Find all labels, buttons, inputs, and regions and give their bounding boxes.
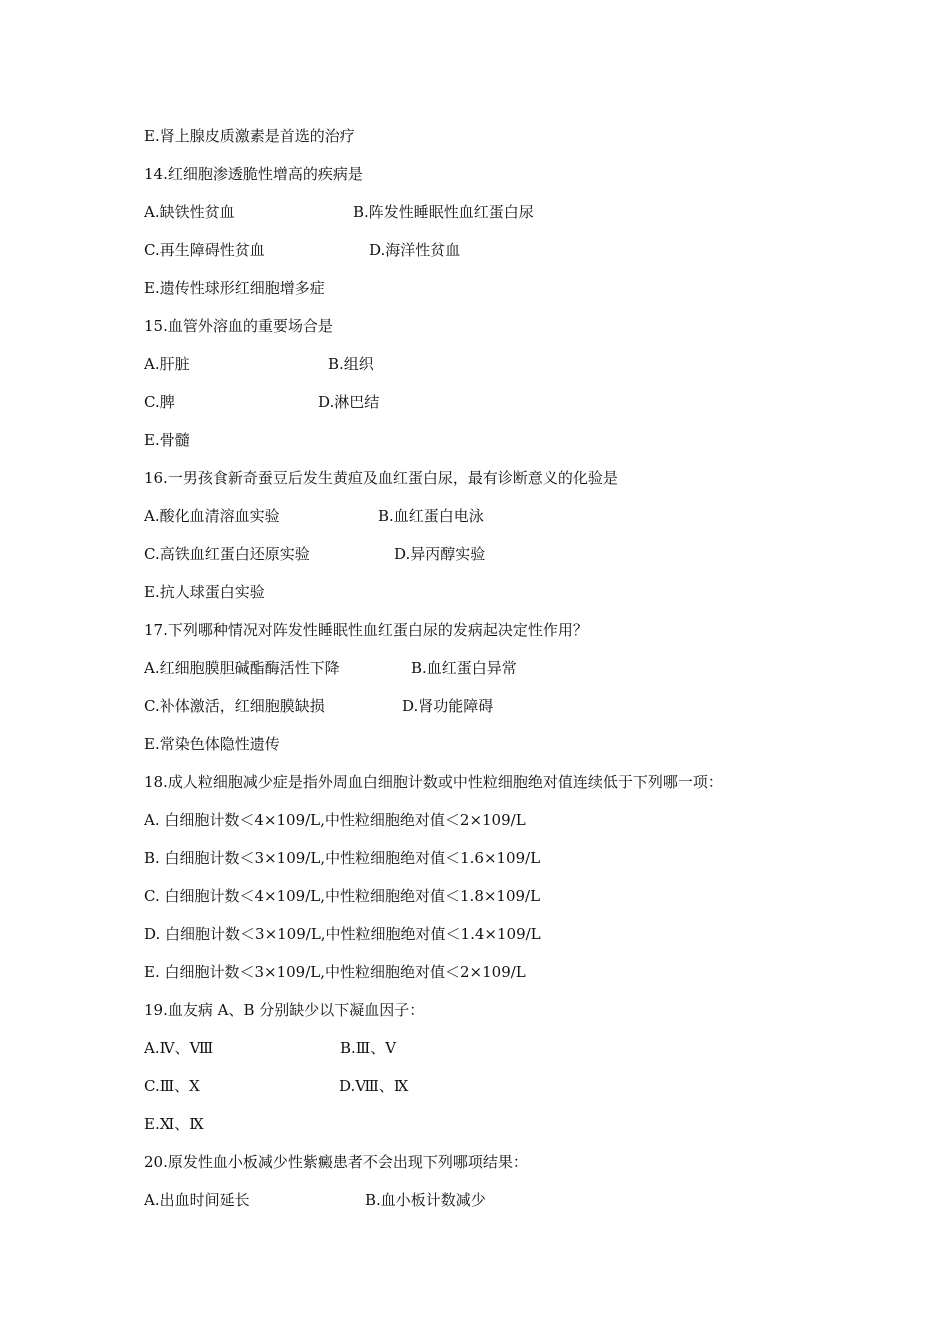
question-15-stem: 15.血管外溶血的重要场合是	[144, 317, 333, 335]
question-17-options-ab	[144, 656, 844, 680]
q20-option-b: B.血小板计数减少	[365, 1191, 486, 1209]
q18-option-b: B. 白细胞计数＜3×109/L,中性粒细胞绝对值＜1.6×109/L	[144, 849, 541, 867]
q16-option-a: A.酸化血清溶血实验	[144, 507, 280, 525]
q17-option-c: C.补体激活，红细胞膜缺损	[144, 697, 325, 715]
q15-option-a: A.肝脏	[144, 355, 190, 373]
q20-option-a: A.出血时间延长	[144, 1191, 250, 1209]
q14-option-a: A.缺铁性贫血	[144, 203, 235, 221]
question-15-options-ab	[144, 352, 844, 376]
question-17-options-cd	[144, 694, 844, 718]
q18-option-e: E. 白细胞计数＜3×109/L,中性粒细胞绝对值＜2×109/L	[144, 963, 526, 981]
q17-option-e: E.常染色体隐性遗传	[144, 735, 280, 753]
question-19-stem: 19.血友病 A、B 分别缺少以下凝血因子：	[144, 1001, 425, 1019]
question-17-stem: 17.下列哪种情况对阵发性睡眠性血红蛋白尿的发病起决定性作用？	[144, 621, 588, 639]
q19-option-d: D.Ⅷ、Ⅸ	[339, 1077, 409, 1095]
q16-option-e: E.抗人球蛋白实验	[144, 583, 265, 601]
question-14-stem: 14.红细胞渗透脆性增高的疾病是	[144, 165, 363, 183]
q13-option-e: E.肾上腺皮质激素是首选的治疗	[144, 127, 355, 145]
q19-option-e: E.Ⅺ、Ⅸ	[144, 1115, 204, 1133]
q18-option-a: A. 白细胞计数＜4×109/L,中性粒细胞绝对值＜2×109/L	[144, 811, 526, 829]
question-16-options-cd	[144, 542, 844, 566]
question-19-options-cd	[144, 1074, 844, 1098]
q15-option-b: B.组织	[328, 355, 374, 373]
q14-option-b: B.阵发性睡眠性血红蛋白尿	[353, 203, 534, 221]
q16-option-b: B.血红蛋白电泳	[378, 507, 484, 525]
question-18-stem: 18.成人粒细胞减少症是指外周血白细胞计数或中性粒细胞绝对值连续低于下列哪一项：	[144, 773, 723, 791]
q15-option-c: C.脾	[144, 393, 175, 411]
question-19-options-ab	[144, 1036, 844, 1060]
question-15-options-cd	[144, 390, 844, 414]
q15-option-e: E.骨髓	[144, 431, 190, 449]
question-14-options-ab	[144, 200, 844, 224]
question-20-stem: 20.原发性血小板减少性紫癜患者不会出现下列哪项结果：	[144, 1153, 528, 1171]
q16-option-d: D.异丙醇实验	[394, 545, 486, 563]
q15-option-d: D.淋巴结	[318, 393, 380, 411]
q19-option-c: C.Ⅲ、Ⅹ	[144, 1077, 200, 1095]
q14-option-d: D.海洋性贫血	[369, 241, 461, 259]
q17-option-d: D.肾功能障碍	[402, 697, 494, 715]
q19-option-b: B.Ⅲ、Ⅴ	[340, 1039, 397, 1057]
q18-option-d: D. 白细胞计数＜3×109/L,中性粒细胞绝对值＜1.4×109/L	[144, 925, 541, 943]
q18-option-c: C. 白细胞计数＜4×109/L,中性粒细胞绝对值＜1.8×109/L	[144, 887, 541, 905]
q16-option-c: C.高铁血红蛋白还原实验	[144, 545, 310, 563]
question-20-options-ab	[144, 1188, 844, 1212]
q14-option-e: E.遗传性球形红细胞增多症	[144, 279, 325, 297]
question-14-options-cd	[144, 238, 844, 262]
q17-option-b: B.血红蛋白异常	[411, 659, 517, 677]
question-16-options-ab	[144, 504, 844, 528]
question-16-stem: 16.一男孩食新奇蚕豆后发生黄疸及血红蛋白尿，最有诊断意义的化验是	[144, 469, 618, 487]
q14-option-c: C.再生障碍性贫血	[144, 241, 265, 259]
q19-option-a: A.Ⅳ、Ⅷ	[144, 1039, 214, 1057]
q17-option-a: A.红细胞膜胆碱酯酶活性下降	[144, 659, 340, 677]
